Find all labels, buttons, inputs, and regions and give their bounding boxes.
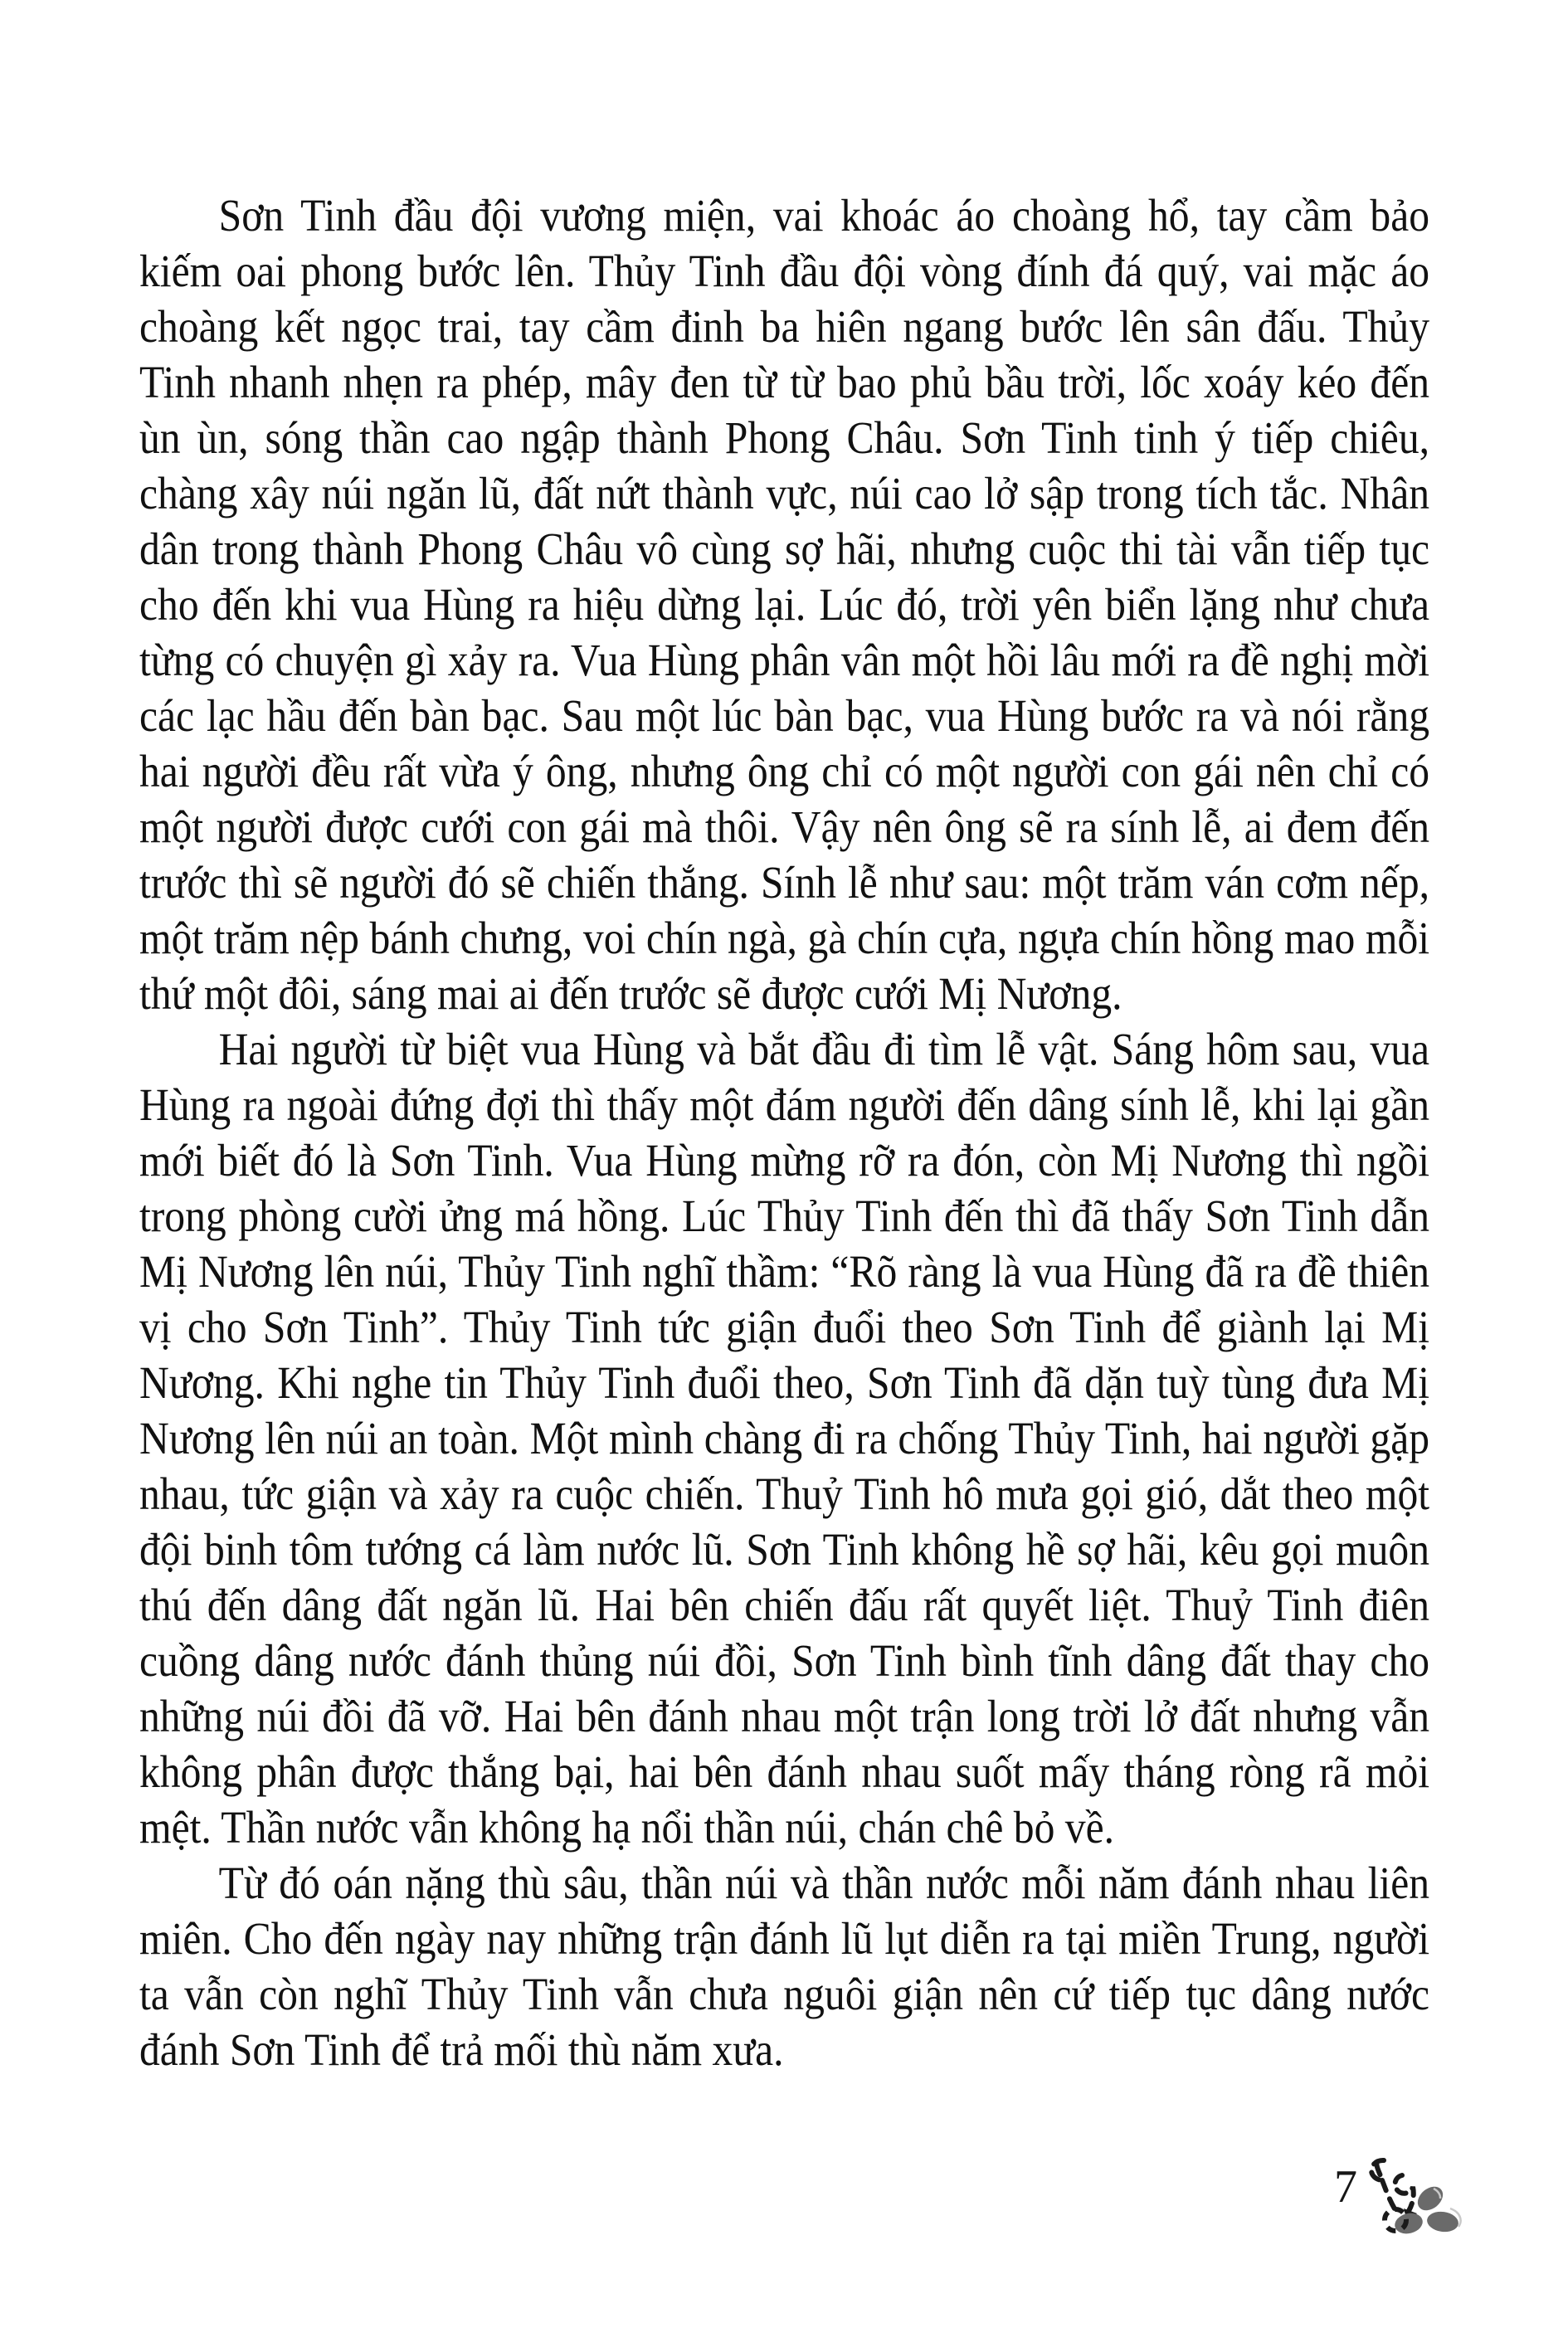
paragraph-3: Từ đó oán nặng thù sâu, thần núi và thần nước mỗi năm đánh nhau liên miên. Cho đến ngày nay những trận đánh lũ lụt diễn ra tại miền Trung, người ta vẫn còn nghĩ Thủy Tinh vẫn chưa nguôi giận nên cứ tiếp tục dâng nước đánh Sơn Tinh để trả mối thù năm xưa.: [139, 1858, 1430, 2075]
paragraph-1: Sơn Tinh đầu đội vương miện, vai khoác áo choàng hổ, tay cầm bảo kiếm oai phong bước lên. Thủy Tinh đầu đội vòng đính đá quý, vai mặc áo choàng kết ngọc trai, tay cầm đinh ba hiên ngang bước lên sân đấu. Thủy Tinh nhanh nhẹn ra phép, mây đen từ từ bao phủ bầu trời, lốc xoáy kéo đến ùn ùn, sóng thần cao ngập thành Phong Châu. Sơn Tinh tinh ý tiếp chiêu, chàng xây núi ngăn lũ, đất nứt thành vực, núi cao lở sập trong tích tắc. Nhân dân trong thành Phong Châu vô cùng sợ hãi, nhưng cuộc thi tài vẫn tiếp tục cho đến khi vua Hùng ra hiệu dừng lại. Lúc đó, trời yên biển lặng như chưa từng có chuyện gì xảy ra. Vua Hùng phân vân một hồi lâu mới ra đề nghị mời các lạc hầu đến bàn bạc. Sau một lúc bàn bạc, vua Hùng bước ra và nói rằng hai người đều rất vừa ý ông, nhưng ông chỉ có một người con gái nên chỉ có một người được cưới con gái mà thôi. Vậy nên ông sẽ ra sính lễ, ai đem đến trước thì sẽ người đó sẽ chiến thắng. Sính lễ như sau: một trăm ván cơm nếp, một trăm nệp bánh chưng, voi chín ngà, gà chín cựa, ngựa chín hồng mao mỗi thứ một đôi, sáng mai ai đến trước sẽ được cưới Mị Nương.: [139, 190, 1430, 1019]
page-number: 7: [1334, 2161, 1357, 2213]
story-text: [139, 187, 1429, 2077]
paragraph-2: Hai người từ biệt vua Hùng và bắt đầu đi tìm lễ vật. Sáng hôm sau, vua Hùng ra ngoài đứng đợi thì thấy một đám người đến dâng sính lễ, khi lại gần mới biết đó là Sơn Tinh. Vua Hùng mừng rỡ ra đón, còn Mị Nương thì ngồi trong phòng cười ửng má hồng. Lúc Thủy Tinh đến thì đã thấy Sơn Tinh dẫn Mị Nương lên núi, Thủy Tinh nghĩ thầm: “Rõ ràng là vua Hùng đã ra đề thiên vị cho Sơn Tinh”. Thủy Tinh tức giận đuổi theo Sơn Tinh để giành lại Mị Nương. Khi nghe tin Thủy Tinh đuổi theo, Sơn Tinh đã dặn tuỳ tùng đưa Mị Nương lên núi an toàn. Một mình chàng đi ra chống Thủy Tinh, hai người gặp nhau, tức giận và xảy ra cuộc chiến. Thuỷ Tinh hô mưa gọi gió, dắt theo một đội binh tôm tướng cá làm nước lũ. Sơn Tinh không hề sợ hãi, kêu gọi muôn thú đến dâng đất ngăn lũ. Hai bên chiến đấu rất quyết liệt. Thuỷ Tinh điên cuồng dâng nước đánh thủng núi đồi, Sơn Tinh bình tĩnh dâng đất thay cho những núi đồi đã vỡ. Hai bên đánh nhau một trận long trời lở đất nhưng vẫn không phân được thắng bại, hai bên đánh nhau suốt mấy tháng ròng rã mỏi mệt. Thần nước vẫn không hạ nổi thần núi, chán chê bỏ về.: [139, 1024, 1430, 1853]
insect-flight-trail-icon: [1354, 2147, 1478, 2251]
